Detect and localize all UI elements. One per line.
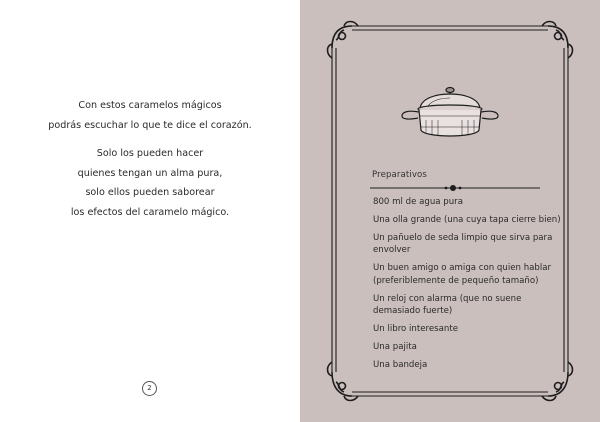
list-item: Una pajita (373, 342, 417, 353)
page-number: 2 (142, 381, 157, 396)
poem-line: los efectos del caramelo mágico. (70, 206, 230, 218)
poem-text (20, 96, 280, 231)
right-page (300, 0, 600, 422)
poem-line: solo ellos pueden saborear (85, 187, 215, 198)
poem-line: Solo los pueden hacer (96, 148, 204, 159)
supplies-list (373, 196, 563, 377)
list-item: Un buen amigo o amiga con quien hablar (preferiblemente de pequeño tamaño) (373, 263, 552, 286)
cooking-pot-icon (398, 80, 502, 144)
poem-stanza-1 (20, 96, 280, 135)
ornamental-divider (370, 181, 540, 195)
list-item: Un pañuelo de seda limpio que sirva para envolver (373, 233, 553, 256)
poem-line: quienes tengan un alma pura, (77, 167, 223, 179)
list-item: Un libro interesante (373, 324, 459, 335)
list-item: 800 ml de agua pura (373, 197, 463, 207)
poem-stanza-2 (20, 144, 280, 222)
list-item: Una bandeja (373, 360, 428, 371)
poem-line: podrás escuchar lo que te dice el corazón. (48, 119, 252, 131)
poem-line: Con estos caramelos mágicos (78, 100, 222, 111)
section-title: Preparativos (372, 170, 427, 180)
list-item: Una olla grande (una cuya tapa cierre bien) (373, 215, 561, 225)
list-item: Un reloj con alarma (que no suene demasiado fuerte) (373, 293, 522, 317)
